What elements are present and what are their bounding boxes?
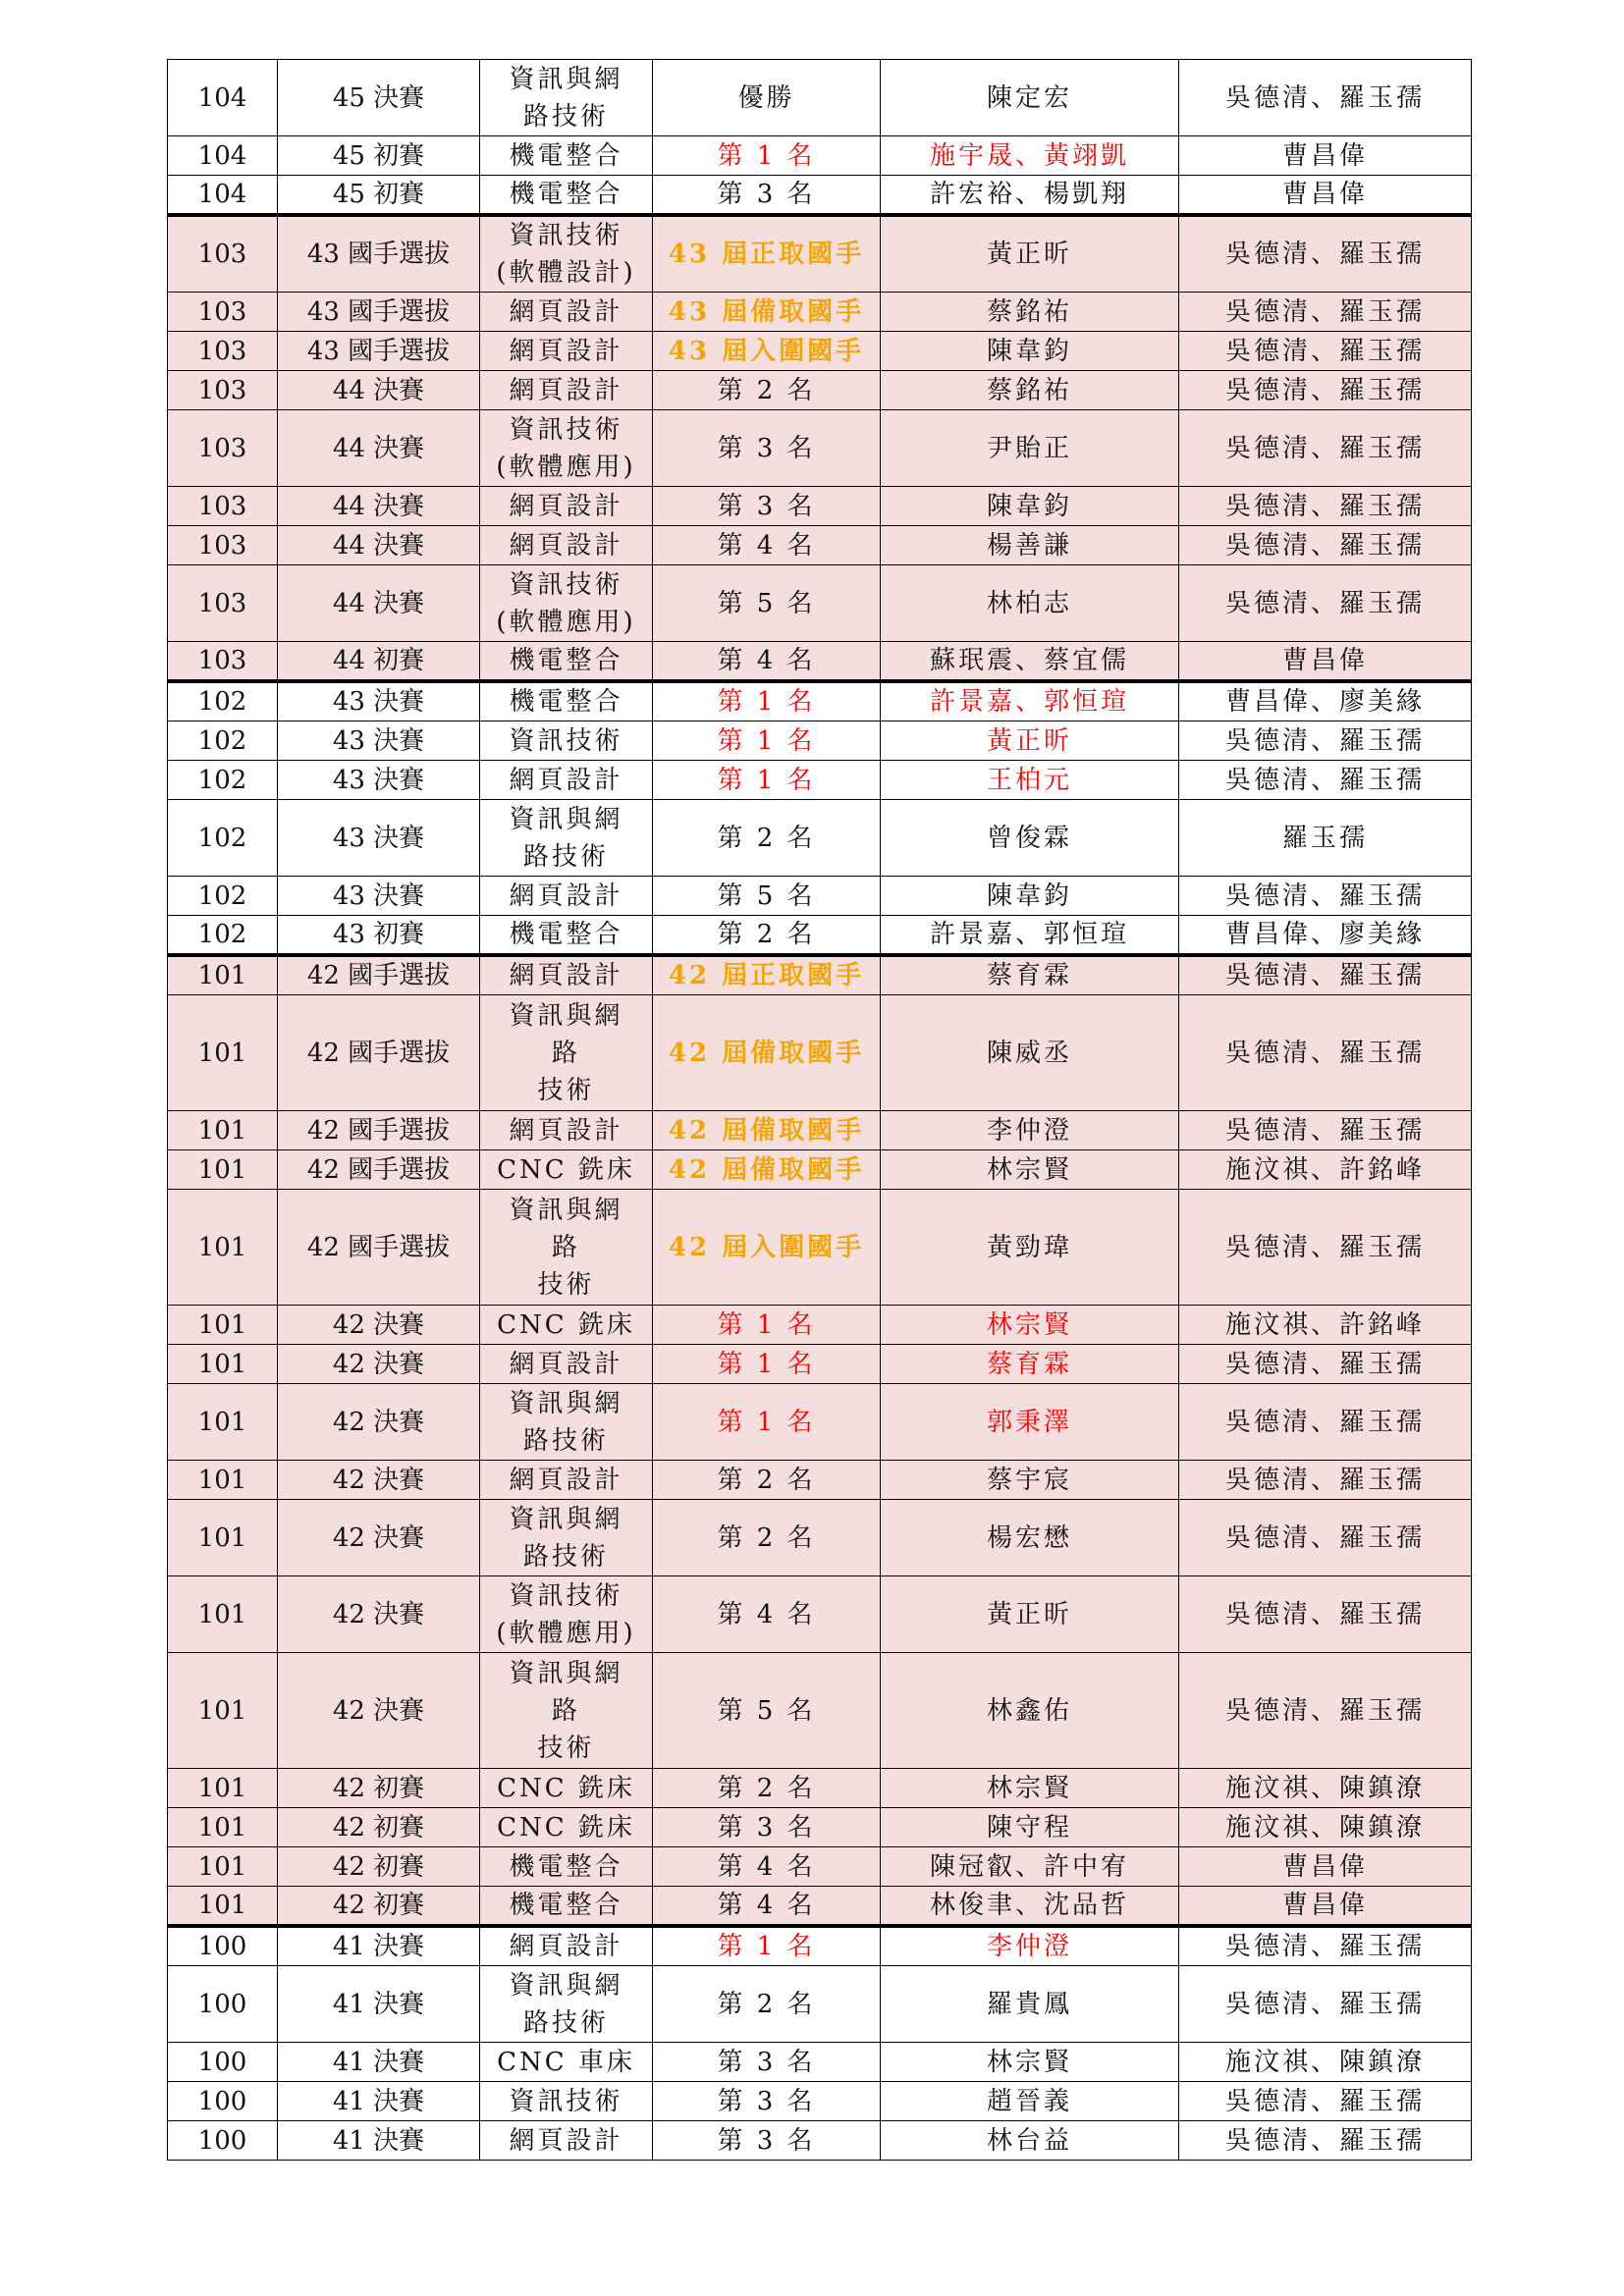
competition-cell: 42 決賽 — [278, 1345, 480, 1384]
rank-cell: 第 2 名 — [653, 800, 881, 877]
student-cell: 林柏志 — [881, 565, 1179, 642]
year-cell: 101 — [168, 1769, 278, 1808]
student-cell: 郭秉澤 — [881, 1384, 1179, 1461]
student-cell: 陳韋鈞 — [881, 332, 1179, 371]
competition-cell: 42 決賽 — [278, 1461, 480, 1500]
teacher-cell: 施汶祺、許銘峰 — [1179, 1150, 1472, 1190]
rank-cell: 第 1 名 — [653, 681, 881, 721]
rank-cell: 43 屆入圍國手 — [653, 332, 881, 371]
teacher-cell: 吳德清、羅玉孺 — [1179, 1926, 1472, 1966]
year-cell: 102 — [168, 681, 278, 721]
skill-cell: 網頁設計 — [480, 1345, 653, 1384]
competition-cell: 42 初賽 — [278, 1847, 480, 1887]
rank-cell: 第 1 名 — [653, 761, 881, 800]
competition-cell: 41 決賽 — [278, 1966, 480, 2043]
skill-cell: 網頁設計 — [480, 1111, 653, 1150]
teacher-cell: 吳德清、羅玉孺 — [1179, 721, 1472, 761]
table-row — [168, 136, 1472, 176]
results-table — [167, 59, 1472, 2161]
rank-cell: 第 4 名 — [653, 1576, 881, 1653]
table-row — [168, 2082, 1472, 2121]
teacher-cell: 吳德清、羅玉孺 — [1179, 2082, 1472, 2121]
student-cell: 陳韋鈞 — [881, 487, 1179, 526]
skill-cell: 網頁設計 — [480, 761, 653, 800]
year-cell: 100 — [168, 2043, 278, 2082]
student-cell: 許景嘉、郭恒瑄 — [881, 681, 1179, 721]
skill-cell: 網頁設計 — [480, 877, 653, 916]
table-row — [168, 995, 1472, 1111]
student-cell: 羅貴鳳 — [881, 1966, 1179, 2043]
rank-cell: 第 3 名 — [653, 2043, 881, 2082]
rank-cell: 42 屆備取國手 — [653, 1111, 881, 1150]
student-cell: 陳守程 — [881, 1808, 1179, 1847]
year-cell: 101 — [168, 1500, 278, 1576]
year-cell: 103 — [168, 642, 278, 682]
student-cell: 陳冠叡、許中宥 — [881, 1847, 1179, 1887]
competition-cell: 44 決賽 — [278, 487, 480, 526]
teacher-cell: 吳德清、羅玉孺 — [1179, 215, 1472, 293]
rank-cell: 第 1 名 — [653, 1345, 881, 1384]
table-row — [168, 955, 1472, 995]
competition-cell: 43 決賽 — [278, 800, 480, 877]
student-cell: 蔡宇宸 — [881, 1461, 1179, 1500]
table-row — [168, 410, 1472, 487]
teacher-cell: 吳德清、羅玉孺 — [1179, 1966, 1472, 2043]
teacher-cell: 吳德清、羅玉孺 — [1179, 1653, 1472, 1769]
competition-cell: 42 國手選拔 — [278, 1150, 480, 1190]
rank-cell: 第 3 名 — [653, 410, 881, 487]
teacher-cell: 吳德清、羅玉孺 — [1179, 1384, 1472, 1461]
student-cell: 蘇珉震、蔡宜儒 — [881, 642, 1179, 682]
year-cell: 100 — [168, 1926, 278, 1966]
rank-cell: 第 4 名 — [653, 642, 881, 682]
student-cell: 林宗賢 — [881, 1769, 1179, 1808]
table-row — [168, 800, 1472, 877]
year-cell: 101 — [168, 1808, 278, 1847]
year-cell: 101 — [168, 1887, 278, 1927]
skill-cell: 資訊與網 路 技術 — [480, 1653, 653, 1769]
competition-cell: 45 決賽 — [278, 60, 480, 136]
skill-cell: 機電整合 — [480, 1847, 653, 1887]
table-row — [168, 916, 1472, 956]
competition-cell: 43 國手選拔 — [278, 215, 480, 293]
rank-cell: 43 屆正取國手 — [653, 215, 881, 293]
rank-cell: 第 5 名 — [653, 877, 881, 916]
teacher-cell: 施汶祺、陳鎮潦 — [1179, 1808, 1472, 1847]
competition-cell: 42 初賽 — [278, 1808, 480, 1847]
skill-cell: 網頁設計 — [480, 293, 653, 332]
year-cell: 101 — [168, 1384, 278, 1461]
teacher-cell: 吳德清、羅玉孺 — [1179, 1500, 1472, 1576]
skill-cell: 機電整合 — [480, 642, 653, 682]
table-row — [168, 1384, 1472, 1461]
table-row — [168, 176, 1472, 216]
competition-cell: 43 國手選拔 — [278, 332, 480, 371]
year-cell: 101 — [168, 955, 278, 995]
table-row — [168, 877, 1472, 916]
rank-cell: 42 屆備取國手 — [653, 1150, 881, 1190]
skill-cell: 機電整合 — [480, 176, 653, 216]
skill-cell: 機電整合 — [480, 136, 653, 176]
teacher-cell: 吳德清、羅玉孺 — [1179, 1461, 1472, 1500]
competition-cell: 42 國手選拔 — [278, 995, 480, 1111]
year-cell: 101 — [168, 1150, 278, 1190]
skill-cell: 網頁設計 — [480, 1461, 653, 1500]
rank-cell: 第 4 名 — [653, 1887, 881, 1927]
table-row — [168, 721, 1472, 761]
rank-cell: 第 3 名 — [653, 487, 881, 526]
student-cell: 林鑫佑 — [881, 1653, 1179, 1769]
teacher-cell: 吳德清、羅玉孺 — [1179, 2121, 1472, 2161]
competition-cell: 44 初賽 — [278, 642, 480, 682]
teacher-cell: 吳德清、羅玉孺 — [1179, 526, 1472, 565]
table-row — [168, 1500, 1472, 1576]
table-row — [168, 1576, 1472, 1653]
skill-cell: CNC 銑床 — [480, 1808, 653, 1847]
year-cell: 103 — [168, 487, 278, 526]
year-cell: 101 — [168, 1306, 278, 1345]
competition-cell: 41 決賽 — [278, 1926, 480, 1966]
table-row — [168, 1926, 1472, 1966]
student-cell: 趙晉義 — [881, 2082, 1179, 2121]
skill-cell: CNC 銑床 — [480, 1769, 653, 1808]
student-cell: 施宇晟、黃翊凱 — [881, 136, 1179, 176]
student-cell: 許景嘉、郭恒瑄 — [881, 916, 1179, 956]
competition-cell: 41 決賽 — [278, 2082, 480, 2121]
competition-cell: 43 國手選拔 — [278, 293, 480, 332]
rank-cell: 第 3 名 — [653, 2121, 881, 2161]
competition-cell: 43 初賽 — [278, 916, 480, 956]
table-row — [168, 761, 1472, 800]
skill-cell: 資訊與網 路技術 — [480, 1500, 653, 1576]
rank-cell: 42 屆備取國手 — [653, 995, 881, 1111]
skill-cell: CNC 銑床 — [480, 1150, 653, 1190]
year-cell: 104 — [168, 136, 278, 176]
skill-cell: 資訊與網 路技術 — [480, 60, 653, 136]
rank-cell: 第 3 名 — [653, 2082, 881, 2121]
competition-cell: 44 決賽 — [278, 565, 480, 642]
teacher-cell: 施汶祺、陳鎮潦 — [1179, 1769, 1472, 1808]
table-row — [168, 1769, 1472, 1808]
year-cell: 101 — [168, 1847, 278, 1887]
teacher-cell: 吳德清、羅玉孺 — [1179, 1345, 1472, 1384]
student-cell: 黃正昕 — [881, 1576, 1179, 1653]
rank-cell: 第 2 名 — [653, 371, 881, 410]
table-row — [168, 1461, 1472, 1500]
table-row — [168, 565, 1472, 642]
rank-cell: 第 2 名 — [653, 1461, 881, 1500]
teacher-cell: 曹昌偉、廖美緣 — [1179, 916, 1472, 956]
teacher-cell: 曹昌偉 — [1179, 1847, 1472, 1887]
student-cell: 楊宏懋 — [881, 1500, 1179, 1576]
teacher-cell: 羅玉孺 — [1179, 800, 1472, 877]
table-row — [168, 1190, 1472, 1306]
student-cell: 李仲澄 — [881, 1926, 1179, 1966]
teacher-cell: 吳德清、羅玉孺 — [1179, 1111, 1472, 1150]
skill-cell: 網頁設計 — [480, 2121, 653, 2161]
year-cell: 102 — [168, 761, 278, 800]
student-cell: 林俊聿、沈品哲 — [881, 1887, 1179, 1927]
table-row — [168, 1111, 1472, 1150]
year-cell: 101 — [168, 1461, 278, 1500]
teacher-cell: 吳德清、羅玉孺 — [1179, 293, 1472, 332]
rank-cell: 第 3 名 — [653, 1808, 881, 1847]
teacher-cell: 吳德清、羅玉孺 — [1179, 1576, 1472, 1653]
competition-cell: 42 國手選拔 — [278, 1190, 480, 1306]
teacher-cell: 吳德清、羅玉孺 — [1179, 1190, 1472, 1306]
teacher-cell: 施汶祺、陳鎮潦 — [1179, 2043, 1472, 2082]
skill-cell: 網頁設計 — [480, 526, 653, 565]
skill-cell: 資訊與網 路 技術 — [480, 1190, 653, 1306]
student-cell: 蔡銘祐 — [881, 371, 1179, 410]
competition-cell: 44 決賽 — [278, 526, 480, 565]
student-cell: 許宏裕、楊凱翔 — [881, 176, 1179, 216]
teacher-cell: 曹昌偉 — [1179, 136, 1472, 176]
skill-cell: 資訊技術 (軟體應用) — [480, 410, 653, 487]
year-cell: 103 — [168, 293, 278, 332]
student-cell: 黃勁瑋 — [881, 1190, 1179, 1306]
skill-cell: 網頁設計 — [480, 371, 653, 410]
skill-cell: 網頁設計 — [480, 955, 653, 995]
competition-cell: 42 初賽 — [278, 1887, 480, 1927]
table-row — [168, 1887, 1472, 1927]
table-row — [168, 293, 1472, 332]
student-cell: 黃正昕 — [881, 721, 1179, 761]
competition-cell: 42 決賽 — [278, 1306, 480, 1345]
year-cell: 102 — [168, 721, 278, 761]
rank-cell: 第 2 名 — [653, 1769, 881, 1808]
competition-cell: 42 決賽 — [278, 1384, 480, 1461]
competition-cell: 43 決賽 — [278, 721, 480, 761]
table-row — [168, 332, 1472, 371]
rank-cell: 第 4 名 — [653, 1847, 881, 1887]
rank-cell: 43 屆備取國手 — [653, 293, 881, 332]
rank-cell: 第 1 名 — [653, 1926, 881, 1966]
skill-cell: 資訊與網 路技術 — [480, 1384, 653, 1461]
year-cell: 103 — [168, 565, 278, 642]
competition-cell: 42 國手選拔 — [278, 955, 480, 995]
rank-cell: 第 2 名 — [653, 1500, 881, 1576]
table-row — [168, 60, 1472, 136]
student-cell: 林宗賢 — [881, 2043, 1179, 2082]
skill-cell: 資訊與網 路技術 — [480, 800, 653, 877]
rank-cell: 42 屆正取國手 — [653, 955, 881, 995]
teacher-cell: 吳德清、羅玉孺 — [1179, 877, 1472, 916]
competition-cell: 42 決賽 — [278, 1500, 480, 1576]
teacher-cell: 施汶祺、許銘峰 — [1179, 1306, 1472, 1345]
student-cell: 蔡銘祐 — [881, 293, 1179, 332]
table-row — [168, 1808, 1472, 1847]
competition-cell: 42 國手選拔 — [278, 1111, 480, 1150]
student-cell: 黃正昕 — [881, 215, 1179, 293]
competition-cell: 42 決賽 — [278, 1653, 480, 1769]
skill-cell: 資訊與網 路 技術 — [480, 995, 653, 1111]
year-cell: 101 — [168, 1576, 278, 1653]
year-cell: 103 — [168, 371, 278, 410]
table-row — [168, 1847, 1472, 1887]
skill-cell: 機電整合 — [480, 916, 653, 956]
rank-cell: 第 2 名 — [653, 1966, 881, 2043]
teacher-cell: 吳德清、羅玉孺 — [1179, 761, 1472, 800]
competition-cell: 45 初賽 — [278, 136, 480, 176]
year-cell: 103 — [168, 215, 278, 293]
skill-cell: 網頁設計 — [480, 332, 653, 371]
rank-cell: 第 1 名 — [653, 1306, 881, 1345]
student-cell: 曾俊霖 — [881, 800, 1179, 877]
year-cell: 103 — [168, 526, 278, 565]
table-row — [168, 371, 1472, 410]
student-cell: 王柏元 — [881, 761, 1179, 800]
student-cell: 李仲澄 — [881, 1111, 1179, 1150]
year-cell: 104 — [168, 176, 278, 216]
year-cell: 100 — [168, 1966, 278, 2043]
year-cell: 101 — [168, 995, 278, 1111]
skill-cell: 資訊技術 (軟體應用) — [480, 1576, 653, 1653]
rank-cell: 42 屆入圍國手 — [653, 1190, 881, 1306]
student-cell: 蔡育霖 — [881, 1345, 1179, 1384]
skill-cell: 資訊技術 (軟體設計) — [480, 215, 653, 293]
student-cell: 蔡育霖 — [881, 955, 1179, 995]
rank-cell: 第 2 名 — [653, 916, 881, 956]
student-cell: 楊善謙 — [881, 526, 1179, 565]
teacher-cell: 吳德清、羅玉孺 — [1179, 332, 1472, 371]
teacher-cell: 吳德清、羅玉孺 — [1179, 487, 1472, 526]
table-row — [168, 642, 1472, 682]
student-cell: 陳韋鈞 — [881, 877, 1179, 916]
year-cell: 101 — [168, 1111, 278, 1150]
competition-cell: 43 決賽 — [278, 877, 480, 916]
rank-cell: 第 1 名 — [653, 721, 881, 761]
rank-cell: 第 1 名 — [653, 136, 881, 176]
skill-cell: 資訊技術 — [480, 2082, 653, 2121]
year-cell: 101 — [168, 1345, 278, 1384]
year-cell: 101 — [168, 1190, 278, 1306]
skill-cell: 資訊技術 — [480, 721, 653, 761]
year-cell: 102 — [168, 916, 278, 956]
student-cell: 陳定宏 — [881, 60, 1179, 136]
year-cell: 102 — [168, 877, 278, 916]
teacher-cell: 吳德清、羅玉孺 — [1179, 371, 1472, 410]
rank-cell: 第 3 名 — [653, 176, 881, 216]
teacher-cell: 曹昌偉、廖美緣 — [1179, 681, 1472, 721]
competition-cell: 43 決賽 — [278, 681, 480, 721]
competition-cell: 42 決賽 — [278, 1576, 480, 1653]
year-cell: 101 — [168, 1653, 278, 1769]
table-row — [168, 1306, 1472, 1345]
student-cell: 林宗賢 — [881, 1306, 1179, 1345]
competition-cell: 45 初賽 — [278, 176, 480, 216]
teacher-cell: 吳德清、羅玉孺 — [1179, 60, 1472, 136]
table-row — [168, 215, 1472, 293]
teacher-cell: 吳德清、羅玉孺 — [1179, 565, 1472, 642]
results-table-body — [168, 60, 1472, 2161]
rank-cell: 第 5 名 — [653, 1653, 881, 1769]
rank-cell: 第 1 名 — [653, 1384, 881, 1461]
year-cell: 103 — [168, 332, 278, 371]
teacher-cell: 吳德清、羅玉孺 — [1179, 410, 1472, 487]
skill-cell: 資訊與網 路技術 — [480, 1966, 653, 2043]
competition-cell: 41 決賽 — [278, 2121, 480, 2161]
table-row — [168, 2121, 1472, 2161]
student-cell: 林台益 — [881, 2121, 1179, 2161]
table-row — [168, 1653, 1472, 1769]
student-cell: 林宗賢 — [881, 1150, 1179, 1190]
skill-cell: 網頁設計 — [480, 1926, 653, 1966]
skill-cell: 網頁設計 — [480, 487, 653, 526]
table-row — [168, 2043, 1472, 2082]
competition-cell: 42 初賽 — [278, 1769, 480, 1808]
competition-cell: 44 決賽 — [278, 410, 480, 487]
rank-cell: 第 5 名 — [653, 565, 881, 642]
skill-cell: CNC 車床 — [480, 2043, 653, 2082]
table-row — [168, 1345, 1472, 1384]
teacher-cell: 曹昌偉 — [1179, 176, 1472, 216]
year-cell: 102 — [168, 800, 278, 877]
year-cell: 103 — [168, 410, 278, 487]
teacher-cell: 吳德清、羅玉孺 — [1179, 995, 1472, 1111]
rank-cell: 優勝 — [653, 60, 881, 136]
skill-cell: CNC 銑床 — [480, 1306, 653, 1345]
skill-cell: 機電整合 — [480, 681, 653, 721]
rank-cell: 第 4 名 — [653, 526, 881, 565]
table-row — [168, 1966, 1472, 2043]
skill-cell: 機電整合 — [480, 1887, 653, 1927]
table-row — [168, 681, 1472, 721]
year-cell: 100 — [168, 2082, 278, 2121]
skill-cell: 資訊技術 (軟體應用) — [480, 565, 653, 642]
teacher-cell: 曹昌偉 — [1179, 1887, 1472, 1927]
student-cell: 尹貽正 — [881, 410, 1179, 487]
year-cell: 104 — [168, 60, 278, 136]
competition-cell: 44 決賽 — [278, 371, 480, 410]
student-cell: 陳威丞 — [881, 995, 1179, 1111]
table-row — [168, 1150, 1472, 1190]
table-row — [168, 487, 1472, 526]
table-row — [168, 526, 1472, 565]
teacher-cell: 吳德清、羅玉孺 — [1179, 955, 1472, 995]
competition-cell: 43 決賽 — [278, 761, 480, 800]
year-cell: 100 — [168, 2121, 278, 2161]
teacher-cell: 曹昌偉 — [1179, 642, 1472, 682]
competition-cell: 41 決賽 — [278, 2043, 480, 2082]
